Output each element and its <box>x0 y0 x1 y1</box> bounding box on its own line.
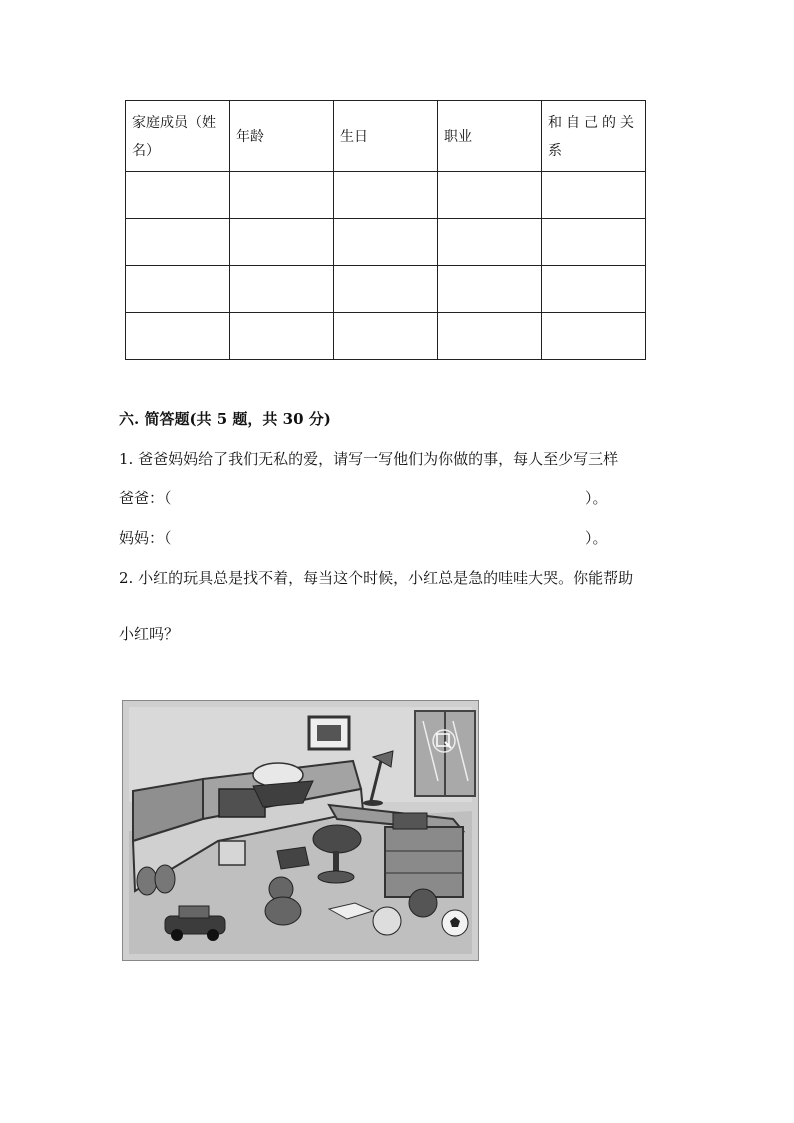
table-cell[interactable] <box>126 313 230 360</box>
table-cell[interactable] <box>126 172 230 219</box>
question-2-text-cont: 小红吗？ <box>119 625 180 643</box>
bedroom-illustration <box>122 700 479 961</box>
header-member-name: 家庭成员（姓名） <box>126 101 230 172</box>
table-cell[interactable] <box>230 219 334 266</box>
window <box>415 711 475 796</box>
question-1-dad-label: 爸爸：（ <box>119 489 172 507</box>
question-1-text: 1. 爸爸妈妈给了我们无私的爱，请写一写他们为你做的事，每人至少写三样 <box>119 450 619 468</box>
table-cell[interactable] <box>230 266 334 313</box>
table-cell[interactable] <box>126 266 230 313</box>
question-1-mom-label: 妈妈：（ <box>119 529 172 547</box>
table-cell[interactable] <box>438 172 542 219</box>
question-1-mom-close: ）。 <box>585 529 608 547</box>
table-cell[interactable] <box>334 313 438 360</box>
book <box>277 847 309 869</box>
table-cell[interactable] <box>438 313 542 360</box>
soccer-ball <box>442 910 468 936</box>
table-row <box>126 313 646 360</box>
table-header-row <box>126 101 646 172</box>
question-1-dad-close: ）。 <box>585 489 608 507</box>
header-age: 年龄 <box>230 101 334 172</box>
table-cell[interactable] <box>126 219 230 266</box>
family-info-table <box>125 100 646 360</box>
table-cell[interactable] <box>438 219 542 266</box>
table-cell[interactable] <box>542 219 646 266</box>
small-chair <box>219 841 245 865</box>
table-row <box>126 172 646 219</box>
table-cell[interactable] <box>438 266 542 313</box>
table-cell[interactable] <box>334 219 438 266</box>
table-cell[interactable] <box>230 313 334 360</box>
section-title: 六. 简答题(共 5 题，共 30 分) <box>119 410 331 428</box>
header-relationship: 和自己的关系 <box>542 101 646 172</box>
header-occupation: 职业 <box>438 101 542 172</box>
table-cell[interactable] <box>542 313 646 360</box>
table-row <box>126 219 646 266</box>
table-cell[interactable] <box>334 266 438 313</box>
table-cell[interactable] <box>542 266 646 313</box>
table-cell[interactable] <box>230 172 334 219</box>
basketball <box>409 889 437 917</box>
question-2-text: 2. 小红的玩具总是找不着，每当这个时候，小红总是急的哇哇大哭。你能帮助 <box>119 569 634 587</box>
beach-ball <box>373 907 401 935</box>
table-cell[interactable] <box>334 172 438 219</box>
table-row <box>126 266 646 313</box>
picture-frame <box>309 717 349 749</box>
table-cell[interactable] <box>542 172 646 219</box>
header-birthday: 生日 <box>334 101 438 172</box>
